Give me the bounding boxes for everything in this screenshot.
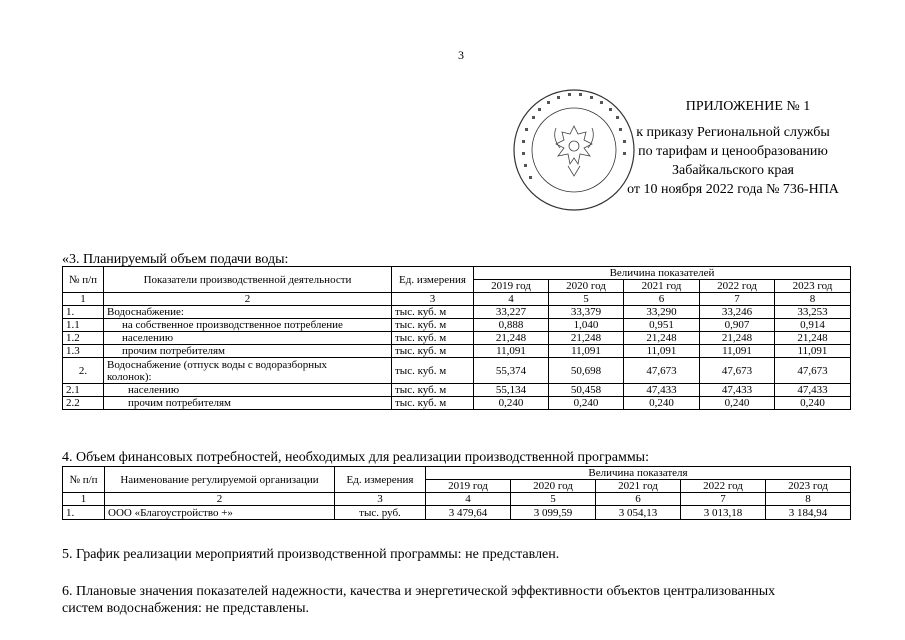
row-value: 21,248: [474, 332, 549, 345]
section4-heading: 4. Объем финансовых потребностей, необходимых для реализации производственной программы:: [62, 450, 649, 465]
row-name: на собственное производственное потребление: [104, 319, 392, 332]
col-header-year: 2020 год: [511, 480, 596, 493]
row-value: 0,240: [700, 397, 775, 410]
row-name-cont: колонок):: [107, 370, 152, 383]
row-value: 0,907: [700, 319, 775, 332]
table-row: [63, 506, 851, 520]
col-header-year: 2019 год: [426, 480, 511, 493]
col-header-group: Величина показателя: [426, 467, 851, 480]
col-header-year: 2023 год: [775, 280, 851, 293]
row-value: 50,458: [549, 384, 624, 397]
index-cell: 8: [766, 493, 851, 506]
appendix-line: Забайкальского края: [671, 163, 794, 178]
col-header-year: 2019 год: [474, 280, 549, 293]
row-value: 3 013,18: [681, 506, 766, 520]
section6-line2: систем водоснабжения: не представлены.: [62, 601, 309, 616]
row-value: 33,379: [549, 306, 624, 319]
row-name: прочим потребителям: [104, 397, 392, 410]
index-cell: 3: [335, 493, 426, 506]
table-row: [63, 397, 851, 410]
col-header-org: Наименование регулируемой организации: [105, 467, 335, 493]
water-volume-table: [62, 266, 851, 410]
section3-heading: «3. Планируемый объем подачи воды:: [62, 252, 289, 267]
row-unit: тыс. куб. м: [392, 306, 474, 319]
row-value: 47,673: [775, 358, 851, 384]
index-cell: 3: [392, 293, 474, 306]
index-cell: 5: [511, 493, 596, 506]
col-header-num: № п/п: [63, 267, 104, 293]
index-cell: 5: [549, 293, 624, 306]
row-value: 21,248: [624, 332, 700, 345]
index-cell: 1: [63, 493, 105, 506]
row-unit: тыс. куб. м: [392, 332, 474, 345]
col-header-year: 2022 год: [700, 280, 775, 293]
row-value: 33,253: [775, 306, 851, 319]
col-header-num: № п/п: [63, 467, 105, 493]
row-value: 33,246: [700, 306, 775, 319]
appendix-line: от 10 ноября 2022 года № 736-НПА: [627, 182, 839, 197]
table-row: [63, 358, 851, 384]
index-cell: 6: [596, 493, 681, 506]
row-value: 55,374: [474, 358, 549, 384]
row-num: 2.2: [63, 397, 104, 410]
row-value: 11,091: [624, 345, 700, 358]
row-name-cell: [104, 358, 392, 384]
row-num: 1.: [63, 306, 104, 319]
index-cell: 7: [681, 493, 766, 506]
row-num: 1.2: [63, 332, 104, 345]
row-value: 47,673: [624, 358, 700, 384]
row-num: 1.1: [63, 319, 104, 332]
row-value: 0,240: [624, 397, 700, 410]
table-row: [63, 319, 851, 332]
row-value: 47,433: [700, 384, 775, 397]
row-name: ООО «Благоустройство +»: [105, 506, 335, 520]
index-cell: 1: [63, 293, 104, 306]
col-header-indicator: Показатели производственной деятельности: [104, 267, 392, 293]
index-row: [63, 293, 851, 306]
row-value: 47,433: [624, 384, 700, 397]
col-header-unit: Ед. измерения: [335, 467, 426, 493]
row-unit: тыс. куб. м: [392, 358, 474, 384]
row-num: 1.3: [63, 345, 104, 358]
row-value: 47,673: [700, 358, 775, 384]
col-header-year: 2023 год: [766, 480, 851, 493]
index-cell: 2: [105, 493, 335, 506]
row-value: 3 184,94: [766, 506, 851, 520]
row-value: 0,240: [474, 397, 549, 410]
index-cell: 6: [624, 293, 700, 306]
row-value: 0,240: [549, 397, 624, 410]
table-row: [63, 332, 851, 345]
row-unit: тыс. куб. м: [392, 345, 474, 358]
row-value: 21,248: [775, 332, 851, 345]
col-header-year: 2021 год: [624, 280, 700, 293]
row-value: 11,091: [549, 345, 624, 358]
appendix-line: к приказу Региональной службы: [636, 125, 830, 140]
col-header-year: 2021 год: [596, 480, 681, 493]
row-unit: тыс. куб. м: [392, 319, 474, 332]
row-unit: тыс. куб. м: [392, 384, 474, 397]
row-value: 11,091: [775, 345, 851, 358]
table-row: [63, 384, 851, 397]
col-header-unit: Ед. измерения: [392, 267, 474, 293]
col-header-year: 2020 год: [549, 280, 624, 293]
row-unit: тыс. руб.: [335, 506, 426, 520]
row-value: 11,091: [700, 345, 775, 358]
row-value: 1,040: [549, 319, 624, 332]
index-cell: 4: [474, 293, 549, 306]
row-value: 3 054,13: [596, 506, 681, 520]
row-value: 0,951: [624, 319, 700, 332]
table-row: [63, 345, 851, 358]
index-cell: 8: [775, 293, 851, 306]
row-value: 21,248: [700, 332, 775, 345]
row-value: 3 479,64: [426, 506, 511, 520]
row-value: 47,433: [775, 384, 851, 397]
row-value: 0,914: [775, 319, 851, 332]
index-row: [63, 493, 851, 506]
row-num: 2.: [63, 358, 104, 384]
page-number: 3: [458, 48, 464, 62]
col-header-year: 2022 год: [681, 480, 766, 493]
row-name: населению: [104, 332, 392, 345]
row-num: 1.: [63, 506, 105, 520]
index-cell: 2: [104, 293, 392, 306]
row-name: Водоснабжение (отпуск воды с водоразборных: [107, 358, 327, 371]
row-value: 33,227: [474, 306, 549, 319]
financial-needs-table: [62, 466, 851, 520]
section5-text: 5. График реализации мероприятий производственной программы: не представлен.: [62, 547, 560, 562]
index-cell: 7: [700, 293, 775, 306]
index-cell: 4: [426, 493, 511, 506]
appendix-block: [608, 97, 858, 199]
row-unit: тыс. куб. м: [392, 397, 474, 410]
table-row: [63, 306, 851, 319]
row-name: Водоснабжение:: [104, 306, 392, 319]
appendix-line: по тарифам и ценообразованию: [638, 144, 828, 159]
appendix-title: ПРИЛОЖЕНИЕ № 1: [685, 99, 811, 114]
row-value: 50,698: [549, 358, 624, 384]
row-value: 55,134: [474, 384, 549, 397]
row-value: 11,091: [474, 345, 549, 358]
row-name: населению: [104, 384, 392, 397]
row-num: 2.1: [63, 384, 104, 397]
section6-line1: 6. Плановые значения показателей надежности, качества и энергетической эффективности объектов централизованных: [62, 584, 776, 599]
row-value: 33,290: [624, 306, 700, 319]
row-value: 0,888: [474, 319, 549, 332]
row-value: 3 099,59: [511, 506, 596, 520]
row-value: 21,248: [549, 332, 624, 345]
row-value: 0,240: [775, 397, 851, 410]
row-name: прочим потребителям: [104, 345, 392, 358]
col-header-group: Величина показателей: [474, 267, 851, 280]
